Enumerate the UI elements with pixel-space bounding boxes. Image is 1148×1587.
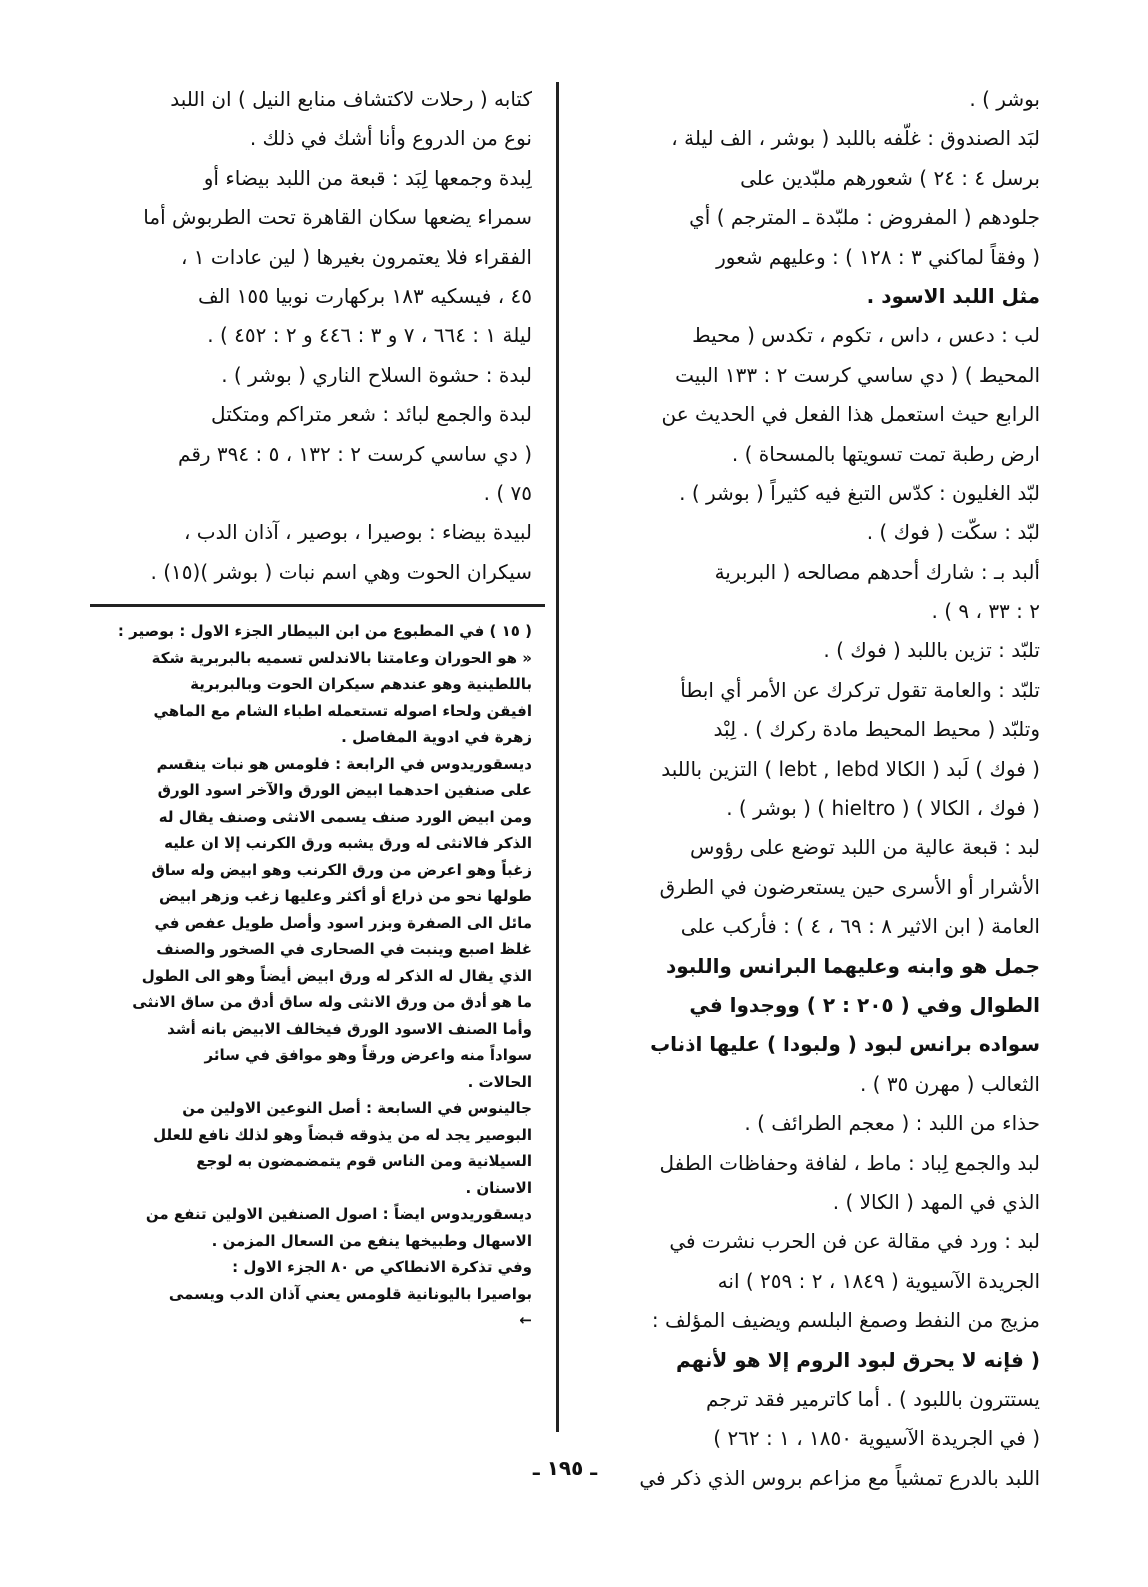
footnote-line: طولها نحو من ذراع أو أكثر وعليها زغب وزهر ابيض [158, 887, 532, 905]
footnote-line: ( ١٥ ) في المطبوع من ابن البيطار الجزء الاول : بوصير : [117, 622, 532, 640]
footnote-line: السيلانية ومن الناس قوم يتمضمضون به لوجع [196, 1152, 532, 1170]
text-line: يستترون باللبود ) . أما كاترمير فقد ترجم [706, 1386, 1040, 1411]
text-line: لبدة : حشوة السلاح الناري ( بوشر ) . [221, 362, 532, 387]
text-line: ( فوك ، الكالا ) ( hieltro ) ( بوشر ) . [726, 796, 1040, 821]
text-line: بوشر ) . [969, 87, 1040, 111]
text-line: ( فوك ) لَبد ( الكالا lebt , lebd ) التزين باللبد [661, 756, 1040, 781]
text-line: سواده برانس لبود ( ولبودا ) عليها اذناب [650, 1032, 1040, 1057]
text-line: ٧٥ ) . [483, 480, 532, 505]
footnote-line: « هو الحوران وعامتنا بالاندلس تسميه بالبربرية شكة [151, 648, 532, 667]
footnote-line: الذي يقال له الذكر له ورق ابيض أيضاً وهو الى الطول [141, 966, 532, 985]
text-line: الثعالب ( مهرن ٣٥ ) . [859, 1071, 1040, 1096]
text-line: مزيج من النفط وصمغ البلسم ويضيف المؤلف : [651, 1308, 1040, 1333]
footnote-line: الحالات . [467, 1072, 532, 1091]
footnote-line: غلظ اصبع وينبت في الصحارى في الصخور والصنف [156, 940, 532, 958]
footnote-line: وفي تذكرة الانطاكي ص ٨٠ الجزء الاول : [232, 1258, 532, 1276]
text-line: لبد : قبعة عالية من اللبد توضع على رؤوس [690, 835, 1040, 860]
footnote-line: بواصيرا باليونانية قلومس يعني آذان الدب ويسمى [168, 1284, 532, 1303]
footnote-line: الاسنان . [465, 1178, 532, 1197]
text-line: لبد : ورد في مقالة عن فن الحرب نشرت في [669, 1229, 1040, 1254]
text-line: ( فإنه لا يحرق لبود الروم إلا هو لأنهم [675, 1347, 1040, 1372]
footnote-line: الاسهال وطبيخها ينفع من السعال المزمن . [211, 1231, 532, 1250]
text-line: ليلة ١ : ٦٦٤ ، ٧ و ٣ : ٤٤٦ و ٢ : ٤٥٢ ) . [207, 323, 532, 348]
footnote-line: ومن ابيض الورد صنف يسمى الانثى وصنف يقال له [158, 807, 532, 826]
footnote-line: زغباً وهو اعرض من ورق الكرنب وهو ابيض وله ساق [151, 860, 532, 879]
text-line: لبّد : سكّت ( فوك ) . [866, 520, 1040, 545]
text-line: لب : دعس ، داس ، تكوم ، تكدس ( محيط [692, 323, 1040, 348]
right-column [595, 80, 1040, 1498]
text-line: لبدة والجمع لبائد : شعر متراكم ومتكتل [211, 402, 532, 427]
text-line: الطوال وفي ( ٢٠٥ : ٢ ) ووجدوا في [689, 992, 1040, 1017]
text-line: كتابه ( رحلات لاكتشاف منابع النيل ) ان اللبد [170, 87, 532, 111]
footnote-line: زهرة في ادوية المفاصل . [341, 728, 532, 746]
text-line: مثل اللبد الاسود . [866, 283, 1040, 308]
footnote-line: ديسقوريدوس في الرابعة : فلومس هو نبات ينقسم [156, 754, 532, 773]
text-line: تلبّد : والعامة تقول تركرك عن الأمر أي ابطأ [680, 677, 1040, 702]
text-line: الذي في المهد ( الكالا ) . [832, 1189, 1040, 1214]
text-line: الأشرار أو الأسرى حين يستعرضون في الطرق [659, 874, 1040, 899]
text-line: نوع من الدروع وأنا أشك في ذلك . [249, 126, 532, 151]
column-divider [556, 82, 559, 1432]
page-number: ـ ١٩٥ ـ [532, 1456, 598, 1480]
text-line: ( دي ساسي كرست ٢ : ١٣٢ ، ٥ : ٣٩٤ رقم [178, 441, 532, 466]
footnote-line: مائل الى الصفرة وبزر اسود وأصل طويل عفص في [154, 913, 532, 932]
text-line: برسل ٤ : ٢٤ ) شعورهم ملبّدين على [740, 165, 1040, 190]
text-line: تلبّد : تزين باللبد ( فوك ) . [823, 638, 1040, 663]
text-line: ٤٥ ، فيسكيه ١٨٣ بركهارت نوبيا ١٥٥ الف [197, 283, 532, 308]
text-line: الفقراء فلا يعتمرون بغيرها ( لين عادات ١ ، [180, 244, 532, 269]
text-line: سمراء يضعها سكان القاهرة تحت الطربوش أما [143, 205, 532, 230]
left-column [120, 80, 532, 592]
text-line: لِبدة وجمعها لِبَد : قبعة من اللبد بيضاء أو [203, 165, 532, 190]
text-line: المحيط ) ( دي ساسي كرست ٢ : ١٣٣ البيت [675, 362, 1040, 387]
footnote-line: الذكر فالانثى له ورق يشبه ورق الكرنب إلا ان عليه [164, 834, 532, 852]
text-line: اللبد بالدرع تمشياً مع مزاعم بروس الذي ذكر في [639, 1465, 1040, 1490]
footnote-line: ديسقوريدوس ايضاً : اصول الصنفين الاولين تنفع من [145, 1205, 532, 1223]
text-line: لبّد الغليون : كدّس التبغ فيه كثيراً ( بوشر ) . [679, 480, 1040, 505]
text-line: ارض رطبة تمت تسويتها بالمسحاة ) . [731, 441, 1040, 466]
text-line: لبيدة بيضاء : بوصيرا ، بوصير ، آذان الدب ، [183, 520, 532, 545]
footnote [102, 618, 532, 1334]
text-line: وتلبّد ( محيط المحيط مادة ركرك ) . لِبْد [713, 717, 1040, 742]
text-line: ( وفقاً لماكني ٣ : ١٢٨ ) : وعليهم شعور [716, 244, 1040, 269]
text-line: سيكران الحوت وهي اسم نبات ( بوشر )(١٥) . [150, 559, 532, 584]
footnote-line: وأما الصنف الاسود الورق فيخالف الابيض بانه أشد [167, 1019, 532, 1038]
footnote-line: باللطينية وهو عندهم سيكران الحوت وبالبربرية [190, 675, 532, 693]
text-line: حذاء من اللبد : ( معجم الطرائف ) . [744, 1111, 1040, 1136]
text-line: العامة ( ابن الاثير ٨ : ٦٩ ، ٤ ) : فأركب على [680, 914, 1040, 939]
text-line: ألبد بـ : شارك أحدهم مصالحه ( البربرية [714, 559, 1040, 584]
text-line: ( في الجريدة الآسيوية ١٨٥٠ ، ١ : ٢٦٢ ) [713, 1426, 1040, 1451]
text-line: لبد والجمع لِباد : ماط ، لفافة وحفاظات الطفل [659, 1150, 1040, 1175]
footnote-line: ← [519, 1311, 532, 1329]
footnote-line: سواداً منه واعرض ورقاً وهو موافق في سائر [204, 1046, 532, 1064]
text-line: الرابع حيث استعمل هذا الفعل في الحديث عن [661, 402, 1040, 427]
footnote-line: على صنفين احدهما ابيض الورق والآخر اسود الورق [157, 781, 532, 799]
text-line: لبَد الصندوق : غلّفه باللبد ( بوشر ، الف ليلة ، [671, 126, 1040, 151]
text-line: ٢ : ٣٣ ، ٩ ) . [931, 599, 1040, 624]
text-line: جمل هو وابنه وعليهما البرانس واللبود [665, 953, 1040, 978]
footnote-line: البوصير يجد له من يذوقه قبضاً وهو لذلك نافع للعلل [153, 1125, 532, 1144]
footnote-divider [90, 604, 545, 607]
text-line: جلودهم ( المفروض : ملبّدة ـ المترجم ) أي [689, 205, 1040, 230]
footnote-line: جالينوس في السابعة : أصل النوعين الاولين من [182, 1099, 532, 1117]
footnote-line: افيقن ولحاء اصوله تستعمله اطباء الشام مع الماهي [153, 701, 532, 720]
text-line: الجريدة الآسيوية ( ١٨٤٩ ، ٢ : ٢٥٩ ) انه [717, 1268, 1040, 1293]
footnote-line: ما هو أدق من ورق الانثى وله ساق أدق من ساق الانثى [132, 993, 532, 1011]
